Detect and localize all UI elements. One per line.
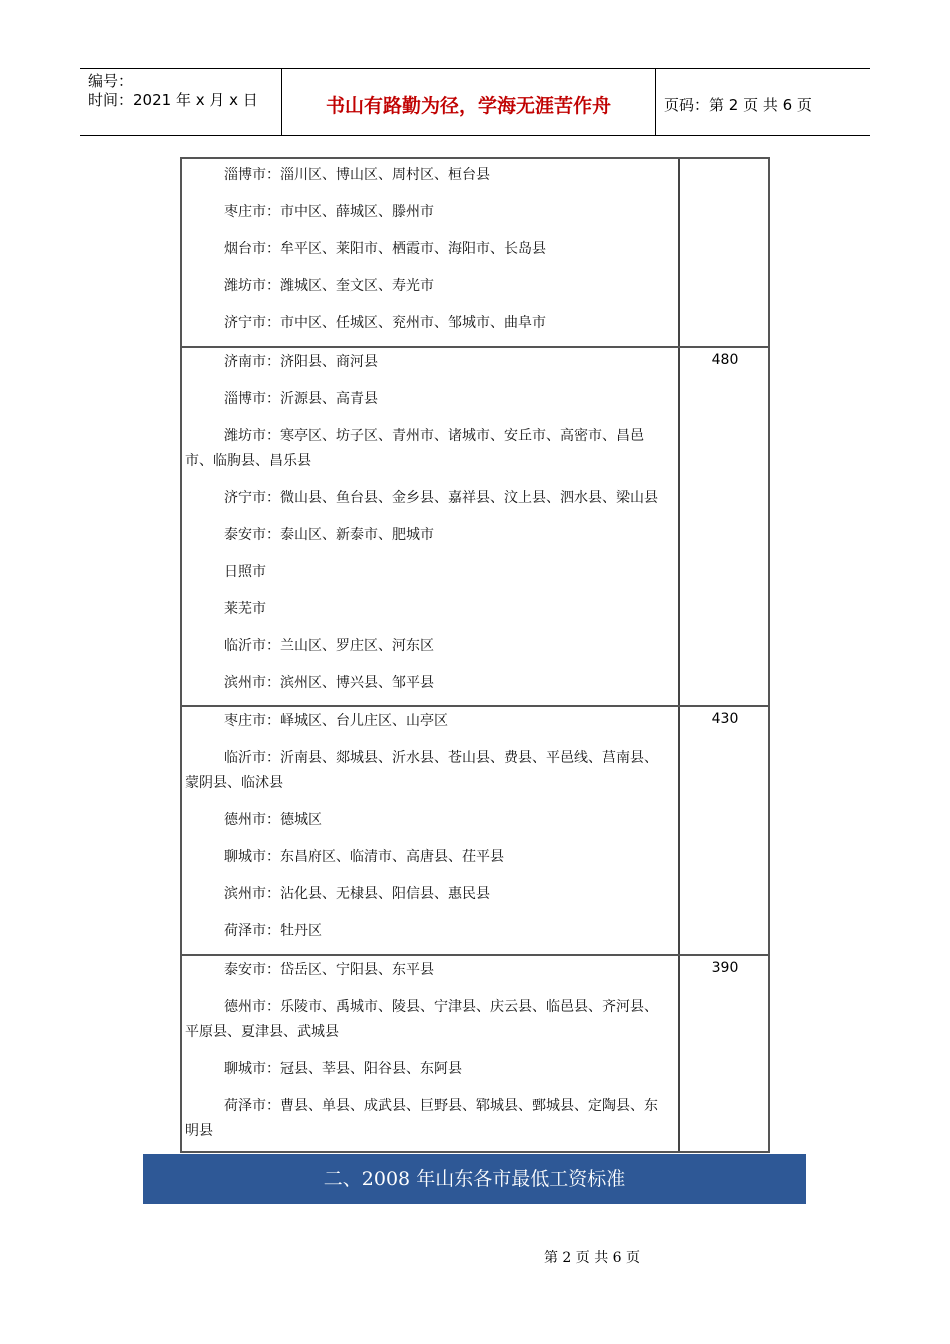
wage-value: 480 [711,352,739,368]
region-entry-cont: 平原县、夏津县、武城县 [185,1024,339,1040]
header-top-rule [80,68,870,69]
header-page-info: 页码：第 2 页 共 6 页 [664,96,812,114]
wage-value: 430 [711,711,739,727]
region-entry: 济宁市：微山县、鱼台县、金乡县、嘉祥县、汶上县、泗水县、梁山县 [224,490,658,506]
region-entry: 潍坊市：寒亭区、坊子区、青州市、诸城市、安丘市、高密市、昌邑 [224,428,644,444]
region-cell [185,958,673,1144]
wage-value: 390 [711,960,739,976]
row-separator [182,954,768,956]
row-separator [182,346,768,348]
region-entry: 荷泽市：曹县、单县、成武县、巨野县、郓城县、鄄城县、定陶县、东 [224,1098,658,1114]
region-entry: 临沂市：沂南县、郯城县、沂水县、苍山县、费县、平邑线、莒南县、 [224,750,658,766]
region-entry: 潍坊市：潍城区、奎文区、寿光市 [224,278,434,294]
page-footer: 第 2 页 共 6 页 [543,1250,641,1266]
region-entry: 滨州市：沾化县、无棣县、阳信县、惠民县 [224,886,490,902]
region-entry: 济南市：济阳县、商河县 [224,354,378,370]
region-entry-cont: 明县 [185,1123,213,1139]
region-cell [185,163,673,336]
date-label: 时间：2021 年 x 月 x 日 [88,91,258,109]
region-entry: 德州市：乐陵市、禹城市、陵县、宁津县、庆云县、临邑县、齐河县、 [224,999,658,1015]
wage-region-table [180,157,770,1153]
row-separator [182,705,768,707]
region-cell [185,709,673,944]
header-meta [88,72,258,110]
region-entry: 滨州市：滨州区、博兴县、邹平县 [224,675,434,691]
region-entry: 莱芜市 [224,601,266,617]
region-entry-cont: 蒙阴县、临沭县 [185,775,283,791]
region-entry: 聊城市：冠县、莘县、阳谷县、东阿县 [224,1061,462,1077]
header-bottom-rule [80,135,870,136]
header-divider-2 [655,68,656,136]
region-entry: 日照市 [224,564,266,580]
header-motto: 书山有路勤为径，学海无涯苦作舟 [325,95,611,117]
region-entry: 淄博市：沂源县、高青县 [224,391,378,407]
region-entry: 荷泽市：牡丹区 [224,923,322,939]
region-cell [185,350,673,696]
region-entry: 烟台市：牟平区、莱阳市、栖霞市、海阳市、长岛县 [224,241,546,257]
region-entry: 泰安市：岱岳区、宁阳县、东平县 [224,962,434,978]
region-entry-cont: 市、临朐县、昌乐县 [185,453,311,469]
region-entry: 淄博市：淄川区、博山区、周村区、桓台县 [224,167,490,183]
serial-label: 编号： [88,72,134,90]
column-divider [678,159,680,1151]
region-entry: 枣庄市：市中区、薛城区、滕州市 [224,204,434,220]
section-heading-banner: 二、2008 年山东各市最低工资标准 [143,1154,806,1204]
region-entry: 德州市：德城区 [224,812,322,828]
region-entry: 枣庄市：峄城区、台儿庄区、山亭区 [224,713,448,729]
region-entry: 泰安市：泰山区、新泰市、肥城市 [224,527,434,543]
region-entry: 聊城市：东昌府区、临清市、高唐县、茌平县 [224,849,504,865]
region-entry: 济宁市：市中区、任城区、兖州市、邹城市、曲阜市 [224,315,546,331]
region-entry: 临沂市：兰山区、罗庄区、河东区 [224,638,434,654]
